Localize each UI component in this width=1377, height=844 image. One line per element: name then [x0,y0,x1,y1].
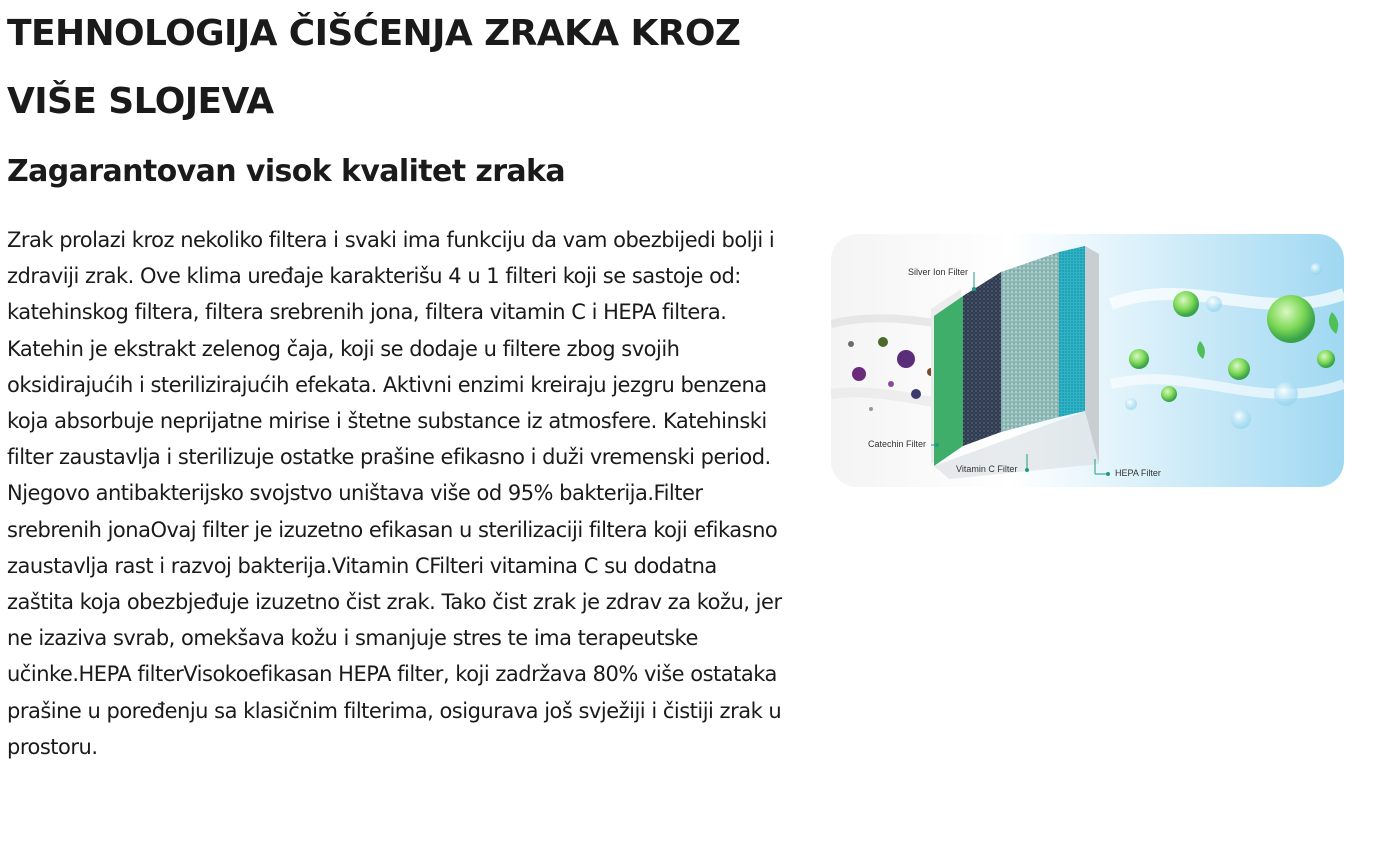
silver-ion-layer [963,272,1001,446]
label-silver-ion: Silver Ion Filter [908,267,969,277]
hepa-layer [1059,246,1085,417]
section-subtitle: Zagarantovan visok kvalitet zraka [7,154,566,189]
page-title: TEHNOLOGIJA ČIŠĆENJA ZRAKA KROZ VIŠE SLOJEVA [7,13,741,122]
vitamin-c-layer [1001,252,1059,432]
filter-layers-svg [831,234,1344,487]
catechin-layer [934,296,963,466]
filter-layers-illustration [831,234,1344,487]
label-hepa: HEPA Filter [1115,468,1161,478]
label-vitamin-c: Vitamin C Filter [956,464,1018,474]
body-paragraph: Zrak prolazi kroz nekoliko filtera i svaki ima funkciju da vam obezbijedi bolji i zdraviji zrak. Ove klima uređaje karakterišu 4 u 1 filteri koji se sastoje od: katehinskog filtera, filtera srebrenih jona, filtera vitamin C i HEPA filtera. Katehin je ekstrakt zelenog čaja, koji se dodaje u filtere zbog svojih oksidirajućih i sterilizirajućih efekata. Aktivni enzimi kreiraju jezgru benzena koja absorbuje neprijatne mirise i štetne substance iz atmosfere. Katehinski filter zaustavlja i sterilizuje ostatke prašine efikasno i duži vremenski period. Njegovo antibakterijsko svojstvo uništava više od 95% bakterija.Filter srebrenih jonaOvaj filter je izuzetno efikasan u sterilizaciji filtera koji efikasno zaustavlja rast i razvoj bakterija.Vitamin CFilteri vitamina C su dodatna zaštita koja obezbjeđuje izuzetno čist zrak. Tako čist zrak je zdrav za kožu, jer ne izaziva svrab, omekšava kožu i smanjuje stres te ima terapeutske učinke.HEPA filterVisokoefikasan HEPA filter, koji zadržava 80% više ostataka prašine u poređenju sa klasičnim filterima, osigurava još svježiji i čistiji zrak u prostoru. [7,228,782,759]
label-catechin: Catechin Filter [868,439,927,449]
